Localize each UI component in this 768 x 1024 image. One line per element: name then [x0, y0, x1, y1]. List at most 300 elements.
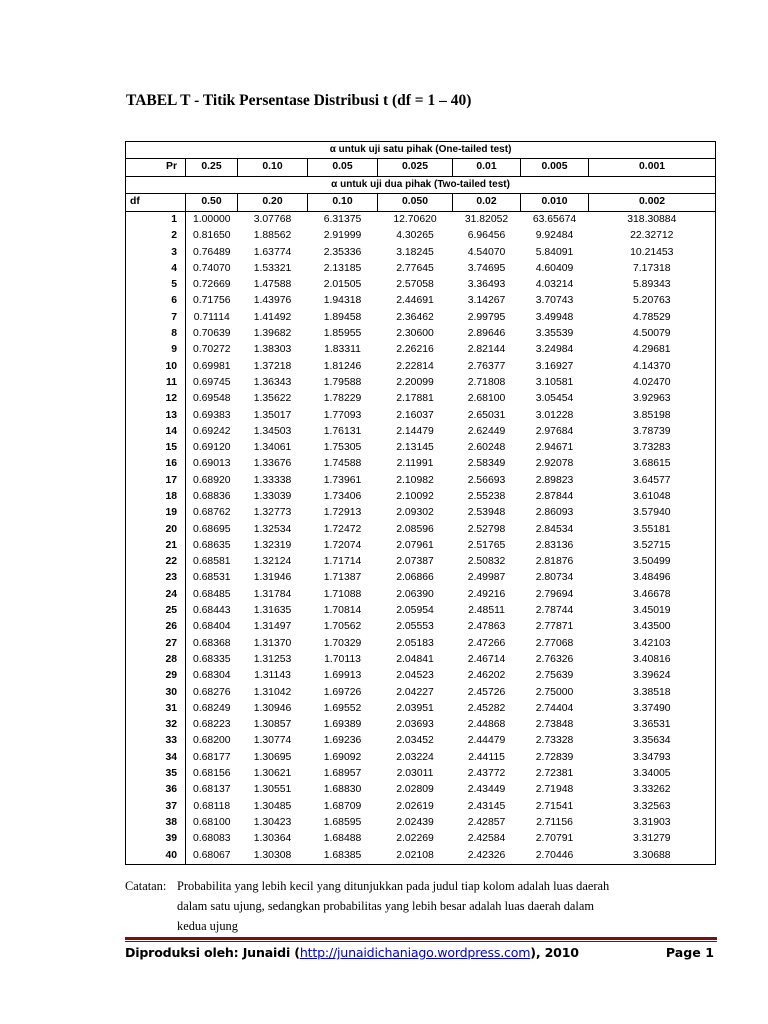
table-cell: 3.45019 — [589, 603, 716, 619]
table-cell: 2.92078 — [535, 458, 574, 470]
footer-rule — [125, 937, 717, 940]
table-cell: 2.17881 — [396, 393, 434, 405]
table-cell: 0.68223 — [192, 719, 231, 731]
table-cell: 2.42584 — [467, 833, 506, 845]
table-cell: 0.68100 — [192, 816, 231, 828]
df-value: 21 — [126, 538, 186, 554]
df-value: 30 — [126, 685, 186, 701]
table-cell: 2.06866 — [396, 572, 434, 584]
table-cell: 1.68488 — [323, 833, 362, 845]
df-value: 13 — [126, 408, 186, 424]
alpha-two-value: 0.002 — [589, 194, 716, 212]
table-cell: 2.50832 — [467, 556, 506, 568]
table-cell: 2.03224 — [396, 751, 434, 763]
table-cell: 0.68368 — [192, 637, 231, 649]
table-cell: 0.69548 — [192, 393, 231, 405]
table-cell: 6.96456 — [467, 230, 506, 242]
table-cell: 2.77871 — [535, 621, 574, 633]
table-cell: 1.70113 — [324, 653, 361, 665]
table-row — [126, 505, 716, 521]
table-cell: 2.04523 — [396, 670, 434, 682]
table-cell: 3.34793 — [589, 750, 716, 766]
table-cell: 2.47266 — [467, 637, 506, 649]
df-value: 5 — [126, 277, 186, 293]
pr-value: 0.005 — [521, 159, 589, 177]
table-row — [126, 652, 716, 668]
table-cell: 2.04227 — [396, 686, 434, 698]
table-cell: 2.89823 — [535, 474, 574, 486]
table-row — [126, 424, 716, 440]
table-cell: 2.42326 — [453, 848, 521, 865]
footer-prefix: Diproduksi oleh: Junaidi ( — [125, 945, 300, 960]
table-row — [126, 554, 716, 570]
table-cell: 3.70743 — [535, 295, 574, 307]
table-cell: 1.68709 — [323, 800, 362, 812]
table-cell: 3.48496 — [589, 571, 716, 587]
table-cell: 2.44691 — [396, 295, 434, 307]
table-row — [126, 734, 716, 750]
table-cell: 1.71387 — [323, 572, 362, 584]
df-value: 3 — [126, 245, 186, 261]
table-cell: 2.71541 — [535, 800, 574, 812]
table-cell: 0.68485 — [192, 588, 231, 600]
table-cell: 4.03214 — [535, 279, 574, 291]
table-cell: 1.81246 — [323, 360, 362, 372]
table-cell: 2.82144 — [467, 344, 506, 356]
table-cell: 1.33039 — [253, 490, 292, 502]
table-cell: 1.69726 — [323, 686, 362, 698]
table-cell: 1.34503 — [253, 425, 292, 437]
table-cell: 3.35634 — [589, 734, 716, 750]
table-cell: 0.72669 — [192, 279, 231, 291]
table-cell: 4.78529 — [589, 310, 716, 326]
table-cell: 1.78229 — [323, 393, 362, 405]
table-cell: 1.75305 — [323, 442, 362, 454]
table-cell: 1.72913 — [323, 507, 362, 519]
table-row — [126, 717, 716, 733]
table-cell: 3.35539 — [535, 328, 574, 340]
table-cell: 0.70272 — [192, 344, 231, 356]
table-cell: 2.10982 — [396, 474, 434, 486]
table-cell: 1.63774 — [253, 246, 292, 258]
table-cell: 1.32319 — [253, 539, 292, 551]
table-row — [126, 489, 716, 505]
footer-suffix: ), 2010 — [530, 945, 579, 960]
table-cell: 1.68595 — [323, 816, 362, 828]
two-tailed-caption: α untuk uji dua pihak (Two-tailed test) — [126, 177, 716, 194]
alpha-two-value: 0.010 — [521, 194, 589, 212]
table-cell: 6.31375 — [323, 213, 362, 225]
df-value: 26 — [126, 619, 186, 635]
note-label: Catatan: — [125, 879, 167, 893]
table-cell: 0.68762 — [192, 507, 231, 519]
table-cell: 0.69383 — [192, 409, 231, 421]
table-cell: 2.03011 — [396, 768, 434, 780]
table-cell: 2.94671 — [535, 442, 574, 454]
table-cell: 3.14267 — [467, 295, 506, 307]
alpha-two-value: 0.20 — [238, 194, 308, 212]
df-value: 27 — [126, 636, 186, 652]
df-value: 32 — [126, 717, 186, 733]
table-cell: 2.73848 — [535, 719, 574, 731]
table-cell: 1.32534 — [253, 523, 292, 535]
df-value: 16 — [126, 456, 186, 472]
table-row — [126, 636, 716, 652]
table-cell: 0.68836 — [192, 490, 231, 502]
table-cell: 0.68083 — [192, 833, 231, 845]
table-row — [126, 261, 716, 277]
table-cell: 1.31784 — [253, 588, 292, 600]
table-cell: 3.31903 — [589, 815, 716, 831]
table-row — [126, 799, 716, 815]
table-row — [126, 587, 716, 603]
table-row — [126, 212, 716, 229]
table-cell: 2.43772 — [467, 768, 506, 780]
table-cell: 2.71948 — [535, 784, 574, 796]
table-cell: 1.71714 — [323, 556, 362, 568]
table-cell: 0.70639 — [192, 328, 231, 340]
table-cell: 1.31253 — [253, 653, 292, 665]
table-cell: 3.01228 — [535, 409, 574, 421]
table-cell: 2.49216 — [467, 588, 506, 600]
table-cell: 2.84534 — [535, 523, 574, 535]
table-cell: 0.68156 — [192, 768, 231, 780]
df-value: 31 — [126, 701, 186, 717]
table-cell: 3.61048 — [589, 489, 716, 505]
table-cell: 5.20763 — [589, 293, 716, 309]
table-cell: 1.31497 — [253, 621, 292, 633]
table-cell: 2.62449 — [467, 425, 506, 437]
table-row — [126, 782, 716, 798]
table-cell: 1.68385 — [308, 848, 378, 865]
table-cell: 0.68695 — [192, 523, 231, 535]
df-value: 38 — [126, 815, 186, 831]
table-cell: 2.16037 — [396, 409, 434, 421]
table-cell: 2.70791 — [535, 833, 574, 845]
table-cell: 2.44868 — [467, 719, 506, 731]
table-cell: 2.73328 — [535, 735, 574, 747]
table-cell: 1.77093 — [323, 409, 362, 421]
table-cell: 2.05183 — [396, 637, 434, 649]
table-cell: 1.89458 — [323, 311, 362, 323]
table-cell: 3.57940 — [589, 505, 716, 521]
table-cell: 3.38518 — [589, 685, 716, 701]
table-cell: 1.30774 — [253, 735, 292, 747]
df-value: 23 — [126, 571, 186, 587]
table-cell: 0.68635 — [192, 539, 231, 551]
table-cell: 2.99795 — [467, 311, 506, 323]
df-value: 36 — [126, 782, 186, 798]
table-cell: 0.69120 — [192, 442, 231, 454]
table-cell: 1.30857 — [253, 719, 292, 731]
table-cell: 2.56693 — [467, 474, 506, 486]
table-cell: 3.64577 — [589, 473, 716, 489]
table-cell: 2.77068 — [535, 637, 574, 649]
table-cell: 1.30364 — [253, 833, 292, 845]
table-cell: 0.71756 — [192, 295, 231, 307]
table-row — [126, 766, 716, 782]
footer-rule-thin — [125, 941, 717, 942]
table-cell: 3.37490 — [589, 701, 716, 717]
table-cell: 0.68177 — [192, 751, 231, 763]
table-cell: 2.02809 — [396, 784, 434, 796]
table-cell: 2.52798 — [467, 523, 506, 535]
note-line-2: dalam satu ujung, sedangkan probabilitas yang lebih besar adalah luas daerah dalam — [177, 899, 595, 913]
table-cell: 2.83136 — [535, 539, 574, 551]
table-cell: 1.30423 — [253, 816, 292, 828]
footer-link[interactable]: http://junaidichaniago.wordpress.com — [299, 945, 531, 960]
table-row — [126, 619, 716, 635]
pr-value: 0.05 — [308, 159, 378, 177]
note-line-3: kedua ujung — [177, 919, 238, 933]
table-cell: 2.11991 — [396, 458, 434, 470]
table-cell: 0.69981 — [192, 360, 231, 372]
pr-value: 0.25 — [186, 159, 238, 177]
df-value: 6 — [126, 293, 186, 309]
table-cell: 2.26216 — [396, 344, 434, 356]
table-cell: 3.42103 — [589, 636, 716, 652]
table-cell: 2.08596 — [396, 523, 434, 535]
table-cell: 4.30265 — [396, 230, 434, 242]
table-cell: 1.31635 — [253, 605, 292, 617]
table-cell: 3.24984 — [535, 344, 574, 356]
table-cell: 2.68100 — [467, 393, 506, 405]
table-cell: 2.72839 — [535, 751, 574, 763]
table-cell: 1.68830 — [323, 784, 362, 796]
table-cell: 1.73961 — [323, 474, 362, 486]
table-cell: 3.74695 — [467, 262, 506, 274]
table-cell: 2.09302 — [396, 507, 434, 519]
df-value: 10 — [126, 359, 186, 375]
table-cell: 2.03452 — [396, 735, 434, 747]
df-value: 2 — [126, 228, 186, 244]
df-value: 11 — [126, 375, 186, 391]
table-cell: 2.46714 — [467, 653, 506, 665]
df-value: 22 — [126, 554, 186, 570]
table-cell: 2.75639 — [535, 670, 574, 682]
table-cell: 3.85198 — [589, 408, 716, 424]
table-cell: 2.53948 — [467, 507, 506, 519]
table-cell: 4.29681 — [589, 342, 716, 358]
table-row — [126, 326, 716, 342]
table-cell: 0.68276 — [192, 686, 231, 698]
table-cell: 2.71808 — [467, 376, 506, 388]
table-cell: 2.05954 — [396, 605, 434, 617]
alpha-two-value: 0.50 — [186, 194, 238, 212]
table-cell: 2.07387 — [396, 556, 434, 568]
df-value: 34 — [126, 750, 186, 766]
table-cell: 1.74588 — [323, 458, 362, 470]
table-cell: 3.30688 — [589, 848, 716, 865]
table-cell: 1.79588 — [323, 376, 362, 388]
table-cell: 2.35336 — [323, 246, 362, 258]
page-title: TABEL T - Titik Persentase Distribusi t (df = 1 – 40) — [126, 92, 472, 109]
df-value: 24 — [126, 587, 186, 603]
table-cell: 1.39682 — [253, 328, 292, 340]
table-row — [126, 456, 716, 472]
table-cell: 9.92484 — [535, 230, 574, 242]
t-distribution-table — [125, 141, 716, 865]
table-cell: 1.69389 — [323, 719, 362, 731]
df-value: 14 — [126, 424, 186, 440]
table-body — [126, 212, 716, 865]
table-cell: 0.68443 — [192, 605, 231, 617]
df-value: 40 — [126, 848, 186, 865]
df-value: 4 — [126, 261, 186, 277]
table-cell: 3.36531 — [589, 717, 716, 733]
table-cell: 2.05553 — [396, 621, 434, 633]
table-cell: 1.68957 — [323, 768, 362, 780]
pr-value: 0.01 — [453, 159, 521, 177]
table-cell: 2.91999 — [323, 230, 362, 242]
table-cell: 2.70446 — [521, 848, 589, 865]
table-cell: 2.03951 — [396, 702, 434, 714]
pr-value: 0.001 — [589, 159, 716, 177]
table-cell: 0.76489 — [192, 246, 231, 258]
table-cell: 2.79694 — [535, 588, 574, 600]
table-cell: 3.52715 — [589, 538, 716, 554]
table-cell: 1.53321 — [253, 262, 292, 274]
table-cell: 318.30884 — [589, 212, 716, 229]
df-value: 39 — [126, 831, 186, 847]
table-cell: 1.31042 — [253, 686, 292, 698]
table-cell: 3.43500 — [589, 619, 716, 635]
table-cell: 1.30695 — [253, 751, 292, 763]
table-cell: 1.47588 — [253, 279, 292, 291]
table-cell: 2.97684 — [535, 425, 574, 437]
table-cell: 1.00000 — [192, 213, 231, 225]
table-cell: 0.68067 — [186, 848, 238, 865]
one-tailed-caption: α untuk uji satu pihak (One-tailed test) — [126, 142, 716, 159]
table-row — [126, 750, 716, 766]
table-cell: 2.06390 — [396, 588, 434, 600]
table-row — [126, 685, 716, 701]
table-row — [126, 342, 716, 358]
table-cell: 1.72472 — [323, 523, 362, 535]
table-cell: 2.43449 — [467, 784, 506, 796]
table-cell: 2.87844 — [535, 490, 574, 502]
table-cell: 2.76377 — [467, 360, 506, 372]
df-value: 8 — [126, 326, 186, 342]
table-cell: 1.88562 — [253, 230, 292, 242]
df-value: 1 — [126, 212, 186, 229]
df-value: 35 — [126, 766, 186, 782]
df-value: 18 — [126, 489, 186, 505]
table-row — [126, 522, 716, 538]
table-cell: 0.68137 — [192, 784, 231, 796]
table-row — [126, 440, 716, 456]
page-number: Page 1 — [665, 945, 714, 960]
table-cell: 1.32124 — [253, 556, 292, 568]
df-label: df — [126, 194, 186, 212]
table-cell: 3.92963 — [589, 391, 716, 407]
table-row — [126, 473, 716, 489]
table-row — [126, 359, 716, 375]
table-cell: 2.14479 — [396, 425, 434, 437]
table-cell: 2.89646 — [467, 328, 506, 340]
table-cell: 3.39624 — [589, 668, 716, 684]
table-cell: 1.38303 — [253, 344, 292, 356]
table-cell: 63.65674 — [532, 213, 577, 225]
table-cell: 10.21453 — [589, 245, 716, 261]
table-cell: 2.04841 — [396, 653, 434, 665]
table-cell: 22.32712 — [589, 228, 716, 244]
table-cell: 1.37218 — [253, 360, 292, 372]
pr-value: 0.025 — [378, 159, 453, 177]
table-cell: 0.81650 — [192, 230, 231, 242]
footer-credit — [125, 945, 579, 960]
table-cell: 4.50079 — [589, 326, 716, 342]
table-cell: 2.44479 — [467, 735, 506, 747]
table-cell: 2.78744 — [535, 605, 574, 617]
table-row — [126, 603, 716, 619]
table-cell: 2.46202 — [467, 670, 506, 682]
table-cell: 2.75000 — [535, 686, 574, 698]
table-cell: 1.73406 — [323, 490, 362, 502]
table-cell: 2.45282 — [467, 702, 506, 714]
table-cell: 0.68335 — [192, 653, 231, 665]
table-row — [126, 375, 716, 391]
table-cell: 3.40816 — [589, 652, 716, 668]
table-cell: 1.30308 — [238, 848, 308, 865]
table-row — [126, 831, 716, 847]
table-cell: 0.68404 — [192, 621, 231, 633]
table-cell: 3.31279 — [589, 831, 716, 847]
table-cell: 2.72381 — [535, 768, 574, 780]
df-value: 19 — [126, 505, 186, 521]
table-cell: 2.80734 — [535, 572, 574, 584]
table-cell: 1.36343 — [253, 376, 292, 388]
table-cell: 1.69236 — [323, 735, 362, 747]
table-cell: 3.33262 — [589, 782, 716, 798]
df-value: 37 — [126, 799, 186, 815]
table-cell: 1.33338 — [253, 474, 292, 486]
table-cell: 3.78739 — [589, 424, 716, 440]
table-cell: 0.68531 — [192, 572, 231, 584]
table-cell: 5.84091 — [535, 246, 574, 258]
table-row — [126, 701, 716, 717]
table-cell: 3.10581 — [535, 376, 574, 388]
table-cell: 7.17318 — [589, 261, 716, 277]
table-cell: 3.55181 — [589, 522, 716, 538]
table-cell: 1.83311 — [324, 344, 361, 356]
pr-label: Pr — [126, 159, 186, 177]
table-cell: 2.13185 — [323, 262, 362, 274]
table-cell: 2.02619 — [396, 800, 434, 812]
table-row — [126, 408, 716, 424]
table-cell: 2.10092 — [396, 490, 434, 502]
table-cell: 1.72074 — [323, 539, 362, 551]
table-cell: 2.76326 — [535, 653, 574, 665]
table-cell: 1.31946 — [253, 572, 292, 584]
table-cell: 4.14370 — [589, 359, 716, 375]
table-cell: 1.85955 — [323, 328, 362, 340]
table-cell: 0.69013 — [192, 458, 231, 470]
table-cell: 1.41492 — [253, 311, 292, 323]
df-value: 9 — [126, 342, 186, 358]
table-cell: 0.68304 — [192, 670, 231, 682]
table-cell: 0.71114 — [193, 311, 230, 323]
df-value: 17 — [126, 473, 186, 489]
table-cell: 2.02439 — [396, 816, 434, 828]
table-cell: 2.57058 — [396, 279, 434, 291]
table-cell: 3.16927 — [535, 360, 574, 372]
table-cell: 1.71088 — [323, 588, 362, 600]
table-cell: 2.03693 — [396, 719, 434, 731]
table-cell: 2.60248 — [467, 442, 506, 454]
table-cell: 0.68920 — [192, 474, 231, 486]
note — [125, 876, 717, 936]
